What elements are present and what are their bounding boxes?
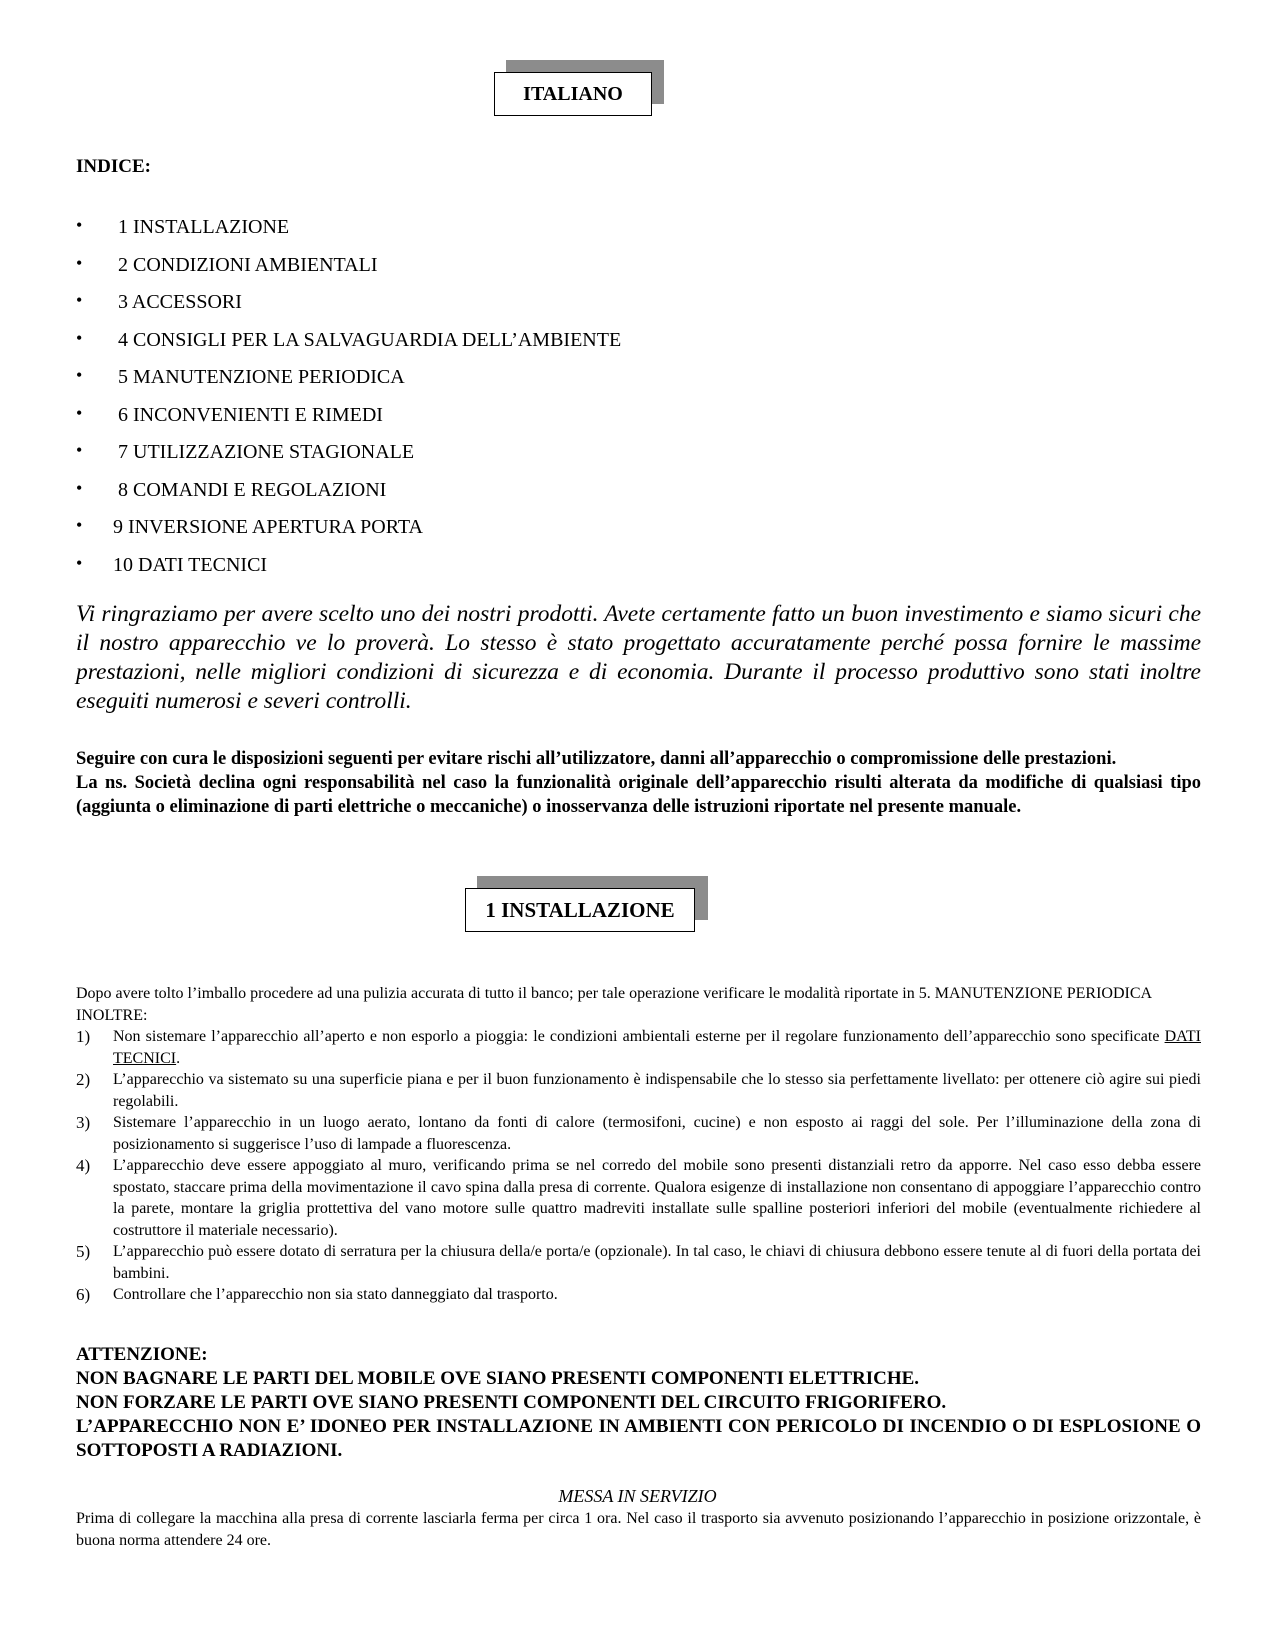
step-text: Controllare che l’apparecchio non sia stato danneggiato dal trasporto.: [113, 1286, 558, 1303]
index-item-label: 10 DATI TECNICI: [113, 553, 268, 576]
step-text: Sistemare l’apparecchio in un luogo aerato, lontano da fonti di calore (termosifoni, cucine) e non esposto ai raggi del sole. Per l’illuminazione della zona di posizionamento si suggerisce l’uso di lampade a fluorescenza.: [113, 1114, 1201, 1153]
step-number: 2): [76, 1070, 91, 1089]
installation-text: [76, 983, 1201, 1306]
messa-in-servizio-text: Prima di collegare la macchina alla presa di corrente lasciarla ferma per circa 1 ora. Nel caso il trasporto sia avvenuto posizionando l’apparecchio in posizione orizzontale, è buona norma attendere 24 ore.: [76, 1510, 1201, 1549]
step-text: Non sistemare l’apparecchio all’aperto e non esporlo a pioggia: le condizioni ambientali esterne per il regolare funzionamento dell’apparecchio sono specificate: [113, 1028, 1165, 1045]
step-text-end: .: [176, 1049, 181, 1067]
language-heading-box: [494, 60, 664, 116]
list-item: [76, 1112, 1201, 1155]
index-item-label: 6 INCONVENIENTI E RIMEDI: [118, 403, 383, 426]
step-number: 1): [76, 1027, 91, 1046]
bullet: •: [76, 440, 83, 460]
installation-steps: [76, 1026, 1201, 1306]
bullet: •: [76, 515, 83, 535]
attention-line: NON BAGNARE LE PARTI DEL MOBILE OVE SIANO PRESENTI COMPONENTI ELETTRICHE.: [76, 1368, 920, 1389]
step-number: 4): [76, 1156, 91, 1175]
list-item: [76, 1241, 1201, 1284]
step-text: L’apparecchio va sistemato su una superficie piana e per il buon funzionamento è indispensabile che lo stesso sia perfettamente livellato: per ottenere ciò agire sui piedi regolabili.: [113, 1071, 1201, 1110]
section-heading-box: [465, 876, 708, 938]
attention-title: ATTENZIONE:: [76, 1344, 208, 1365]
inoltre-label: INOLTRE:: [76, 1006, 148, 1024]
index-item-label: 8 COMANDI E REGOLAZIONI: [118, 478, 387, 501]
list-item: [76, 1155, 1201, 1241]
bullet: •: [76, 290, 83, 310]
list-item: [76, 1069, 1201, 1112]
index-item-label: 3 ACCESSORI: [118, 291, 242, 313]
bullet: •: [76, 327, 83, 348]
bullet: •: [76, 402, 83, 423]
attention-line: NON FORZARE LE PARTI OVE SIANO PRESENTI COMPONENTI DEL CIRCUITO FRIGORIFERO.: [76, 1392, 947, 1413]
index-item-label: 9 INVERSIONE APERTURA PORTA: [113, 516, 423, 538]
attention-block: [76, 1343, 1201, 1463]
bullet: •: [76, 215, 83, 235]
language-heading: ITALIANO: [494, 72, 652, 116]
index-item-label: 2 CONDIZIONI AMBIENTALI: [118, 253, 378, 276]
list-item: [76, 1026, 1201, 1069]
list-item: [76, 1284, 1201, 1306]
intro-paragraph: Vi ringraziamo per avere scelto uno dei nostri prodotti. Avete certamente fatto un buon investimento e siamo sicuri che il nostro apparecchio ve lo proverà. Lo stesso è stato progettato accuratamente perché possa fornire le massime prestazioni, nelle migliori condizioni di sicurezza e di economia. Durante il processo produttivo sono stati inoltre eseguiti numerosi e severi controlli.: [76, 601, 1201, 714]
warning-paragraph: [76, 747, 1201, 819]
bullet: •: [76, 365, 83, 385]
bullet: •: [76, 252, 83, 273]
index-item-label: 7 UTILIZZAZIONE STAGIONALE: [118, 441, 415, 463]
step-number: 6): [76, 1285, 91, 1304]
installation-intro: Dopo avere tolto l’imballo procedere ad una pulizia accurata di tutto il banco; per tale operazione verificare le modalità riportate in 5. MANUTENZIONE PERIODICA: [76, 985, 1153, 1002]
index-item-label: 1 INSTALLAZIONE: [118, 216, 290, 238]
index-title: INDICE:: [76, 156, 151, 177]
bullet: •: [76, 552, 83, 573]
step-text: L’apparecchio deve essere appoggiato al muro, verificando prima se nel corredo del mobile sono presenti distanziali retro da apporre. Nel caso esso debba essere spostato, staccare prima della movimentazione il cavo spina dalla presa di corrente. Qualora esigenze di installazione non consentano di appoggiare l’apparecchio contro la parete, montare la griglia prottettiva del vano motore sulle quattro madreviti installate sulle spalline posteriori inferiori del mobile (eventualmente richiedere al costruttore il materiale necessario).: [113, 1157, 1201, 1239]
step-number: 5): [76, 1242, 91, 1261]
attention-line: L’APPARECCHIO NON E’ IDONEO PER INSTALLAZIONE IN AMBIENTI CON PERICOLO DI INCENDIO O DI ESPLOSIONE O SOTTOPOSTI A RADIAZIONI.: [76, 1416, 1201, 1461]
messa-in-servizio-title: MESSA IN SERVIZIO: [558, 1486, 717, 1506]
index-item-label: 5 MANUTENZIONE PERIODICA: [118, 366, 405, 388]
warning-line: Seguire con cura le disposizioni seguenti per evitare rischi all’utilizzatore, danni all’apparecchio o compromissione delle prestazioni.: [76, 749, 1117, 769]
step-number: 3): [76, 1113, 91, 1132]
dati-tecnici-link[interactable]: DATI TECNICI: [113, 1028, 1201, 1067]
step-text: L’apparecchio può essere dotato di serratura per la chiusura della/e porta/e (opzionale). In tal caso, le chiavi di chiusura debbono essere tenute al di fuori della portata dei bambini.: [113, 1243, 1201, 1282]
disclaimer-line: La ns. Società declina ogni responsabilità nel caso la funzionalità originale dell’apparecchio risulti alterata da modifiche di qualsiasi tipo (aggiunta o eliminazione di parti elettriche o meccaniche) o inosservanza delle istruzioni riportate nel presente manuale.: [76, 773, 1201, 817]
section-heading: 1 INSTALLAZIONE: [465, 888, 695, 932]
bullet: •: [76, 477, 83, 498]
index-item-label: 4 CONSIGLI PER LA SALVAGUARDIA DELL’AMBIENTE: [118, 328, 622, 351]
